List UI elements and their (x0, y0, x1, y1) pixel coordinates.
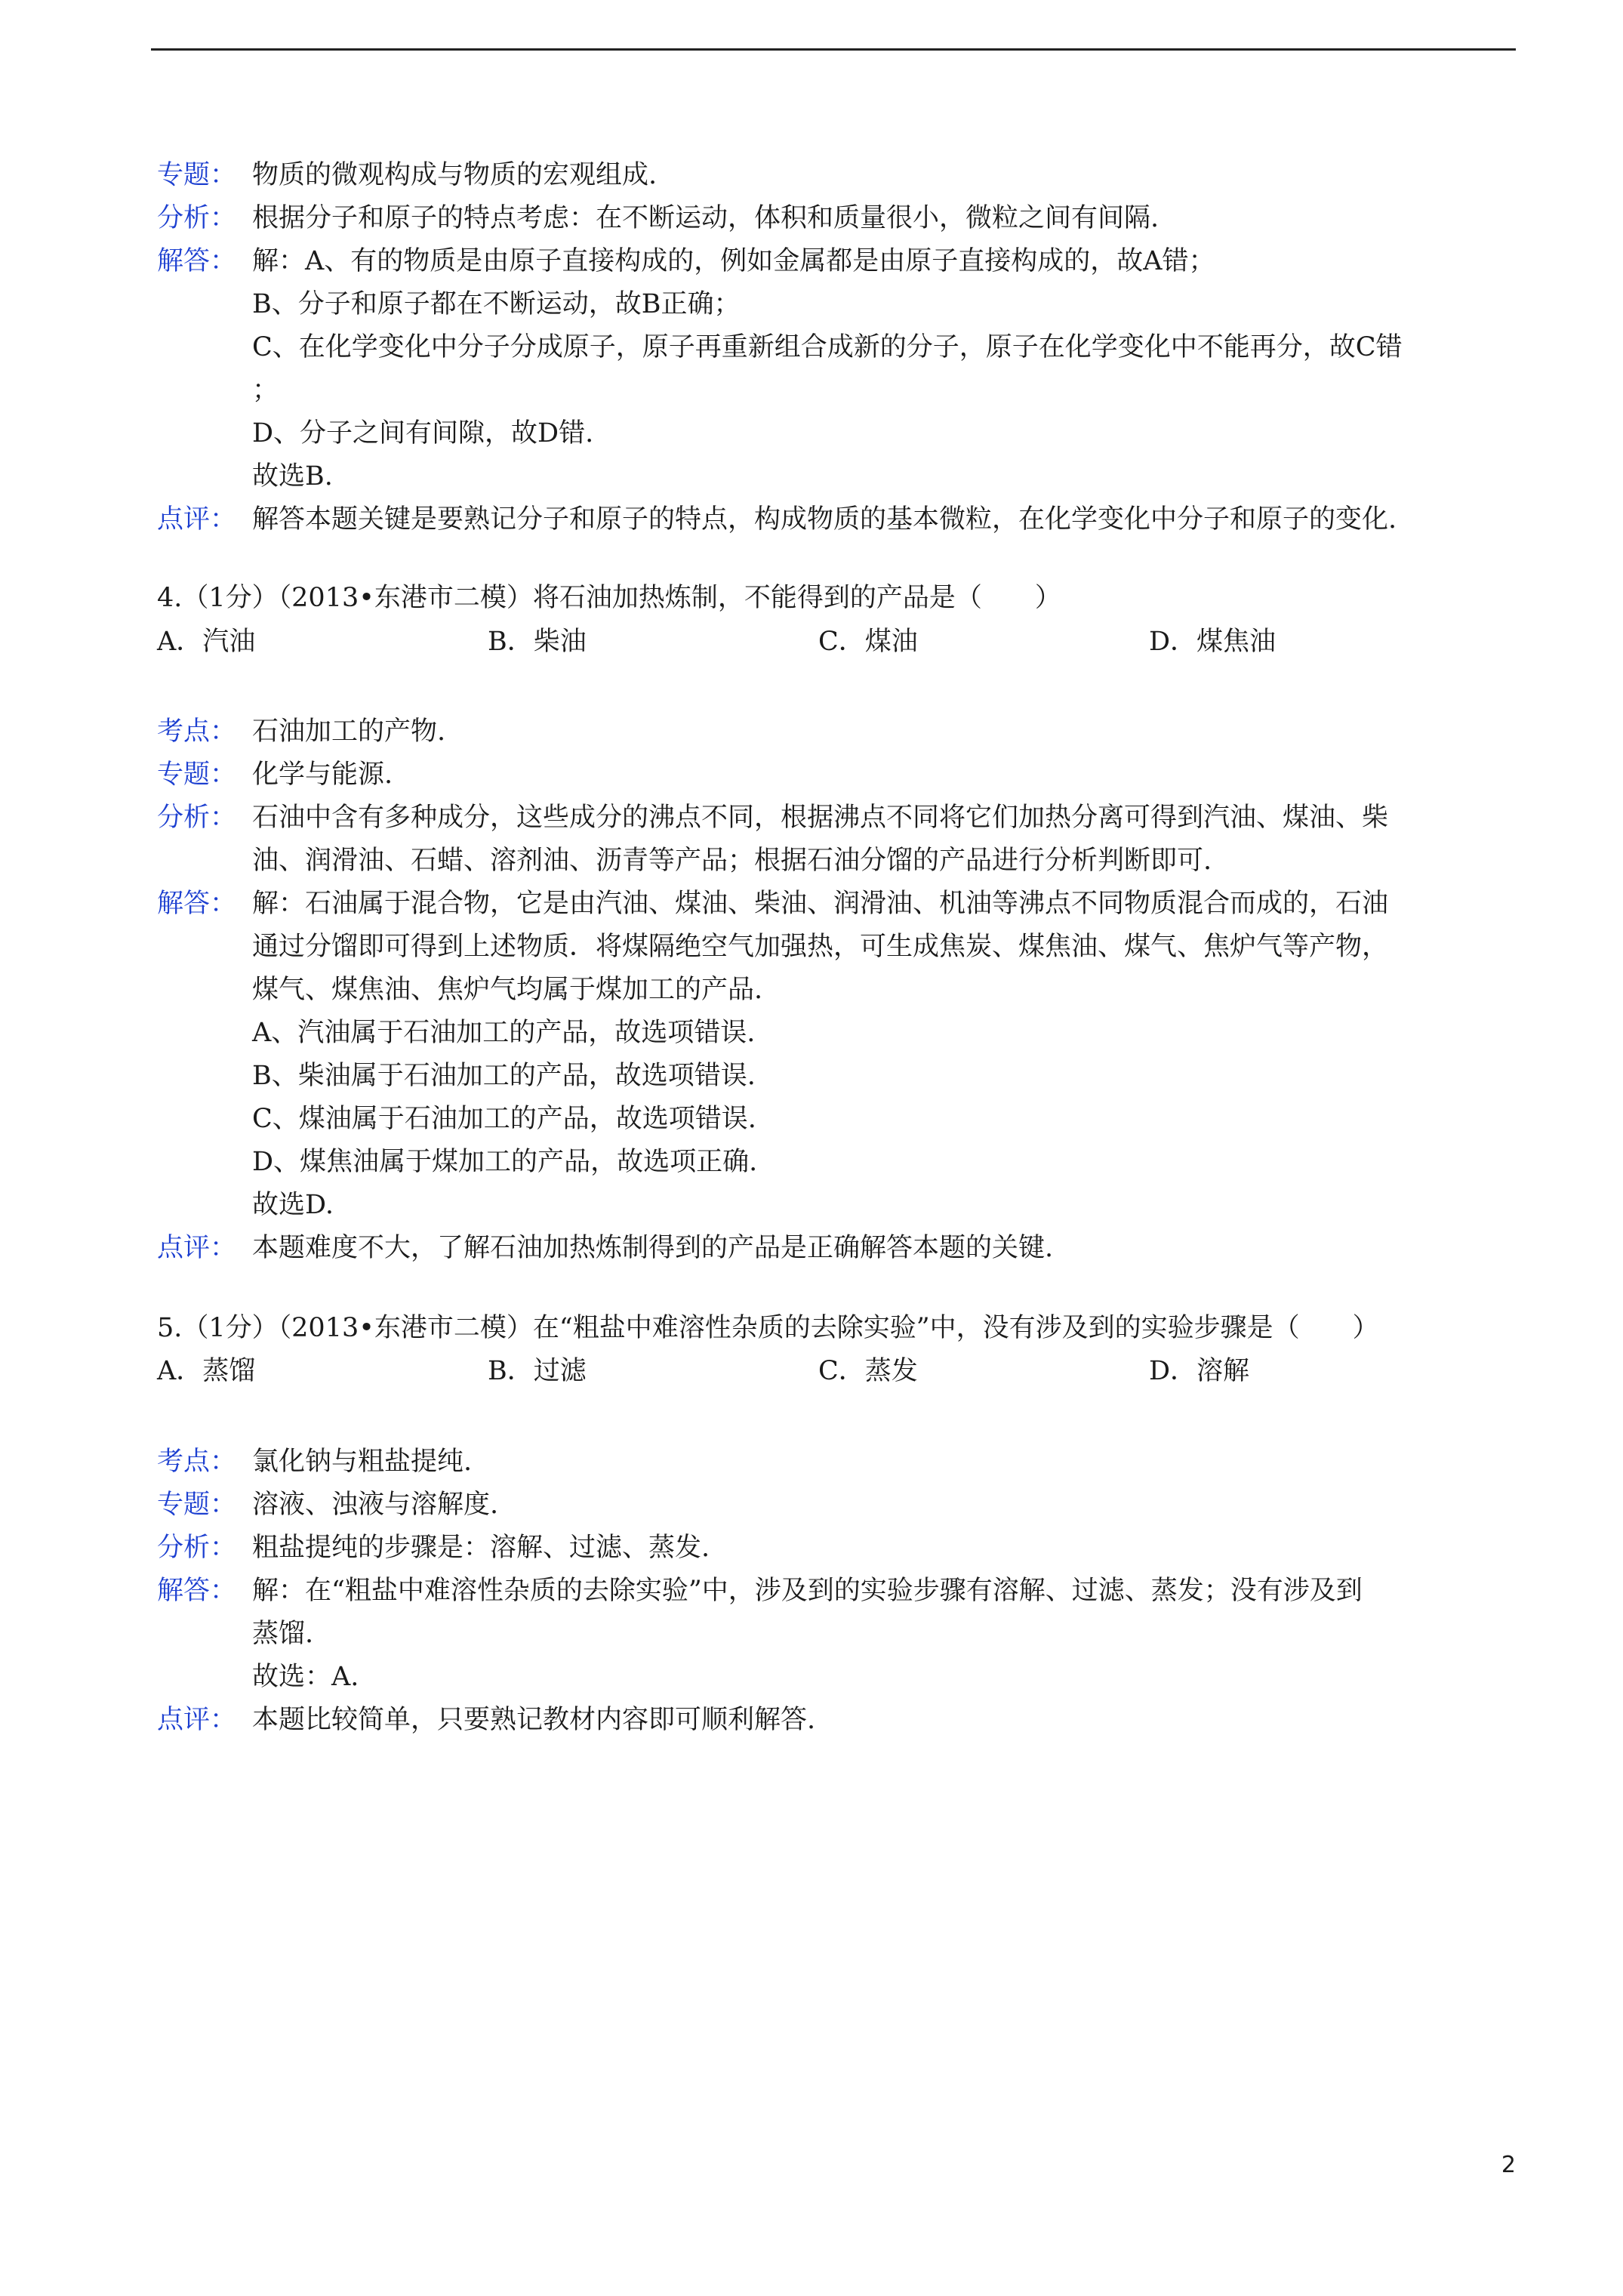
q5-comment-label: 点评： (157, 1705, 237, 1735)
q4-comment-label: 点评： (157, 1233, 237, 1263)
q4-answer-line: 通过分馏即可得到上述物质．将煤隔绝空气加强热，可生成焦炭、煤焦油、煤气、焦炉气等产物， (252, 932, 1389, 962)
q4-option-d: D．煤焦油 (1149, 627, 1277, 657)
q5-point-label: 考点： (157, 1447, 237, 1477)
q4-option-a: A．汽油 (157, 627, 256, 657)
q4-answer-line: 解：石油属于混合物，它是由汽油、煤油、柴油、润滑油、机油等沸点不同物质混合而成的，石油 (252, 889, 1389, 919)
q5-analysis-label: 分析： (157, 1533, 237, 1563)
q4-analysis-line: 石油中含有多种成分，这些成分的沸点不同，根据沸点不同将它们加热分离可得到汽油、煤油、柴 (252, 803, 1389, 833)
q4-answer-line: B、柴油属于石油加工的产品，故选项错误. (252, 1061, 756, 1091)
q3-comment: 解答本题关键是要熟记分子和原子的特点，构成物质的基本微粒，在化学变化中分子和原子的变化. (252, 504, 1397, 535)
q5-answer-label: 解答： (157, 1576, 237, 1606)
q3-answer-line: 解：A、有的物质是由原子直接构成的，例如金属都是由原子直接构成的，故A错； (252, 246, 1215, 276)
page-number: 2 (1501, 2152, 1516, 2178)
q3-analysis-label: 分析： (157, 203, 237, 233)
q3-answer-line: C、在化学变化中分子分成原子，原子再重新组合成新的分子，原子在化学变化中不能再分，故C错 (252, 332, 1403, 362)
q4-option-b: B．柴油 (488, 627, 587, 657)
q5-option-a: A．蒸馏 (157, 1356, 256, 1386)
q3-analysis: 根据分子和原子的特点考虑：在不断运动，体积和质量很小，微粒之间有间隔. (252, 203, 1160, 233)
q4-answer-line: 煤气、煤焦油、焦炉气均属于煤加工的产品. (252, 975, 763, 1005)
q5-topic: 溶液、浊液与溶解度. (252, 1490, 499, 1520)
q4-answer-line: A、汽油属于石油加工的产品，故选项错误. (252, 1018, 756, 1048)
q5-answer-line: 故选：A. (252, 1662, 359, 1692)
q5-point: 氯化钠与粗盐提纯. (252, 1447, 473, 1477)
q4-point: 石油加工的产物. (252, 717, 446, 747)
q4-topic-label: 专题： (157, 760, 237, 790)
q4-answer-label: 解答： (157, 889, 237, 919)
q4-point-label: 考点： (157, 717, 237, 747)
q4-stem: 4.（1分）（2013•东港市二模）将石油加热炼制，不能得到的产品是（ ） (157, 583, 1061, 613)
q4-option-c: C．煤油 (818, 627, 918, 657)
q5-answer-line: 蒸馏. (252, 1619, 314, 1649)
q4-analysis-label: 分析： (157, 803, 237, 833)
q4-analysis-line: 油、润滑油、石蜡、溶剂油、沥青等产品；根据石油分馏的产品进行分析判断即可. (252, 846, 1212, 876)
q5-comment: 本题比较简单，只要熟记教材内容即可顺利解答. (252, 1705, 816, 1735)
q5-topic-label: 专题： (157, 1490, 237, 1520)
header-rule (151, 48, 1516, 51)
q3-answer-line: D、分子之间有间隙，故D错. (252, 418, 594, 448)
q3-answer-line: B、分子和原子都在不断运动，故B正确； (252, 289, 741, 319)
q3-comment-label: 点评： (157, 504, 237, 535)
q5-option-d: D．溶解 (1149, 1356, 1250, 1386)
q3-answer-line: ； (252, 375, 279, 405)
q5-stem: 5.（1分）（2013•东港市二模）在“粗盐中难溶性杂质的去除实验”中，没有涉及到的实验步骤是（ ） (157, 1313, 1379, 1343)
q4-topic: 化学与能源. (252, 760, 393, 790)
q3-topic: 物质的微观构成与物质的宏观组成. (252, 160, 658, 190)
q3-topic-label: 专题： (157, 160, 237, 190)
q3-answer-label: 解答： (157, 246, 237, 276)
q3-answer-line: 故选B. (252, 461, 333, 492)
q4-answer-line: D、煤焦油属于煤加工的产品，故选项正确. (252, 1147, 758, 1177)
q5-option-b: B．过滤 (488, 1356, 587, 1386)
q5-option-c: C．蒸发 (818, 1356, 918, 1386)
q4-answer-line: C、煤油属于石油加工的产品，故选项错误. (252, 1104, 756, 1134)
q5-answer-line: 解：在“粗盐中难溶性杂质的去除实验”中，涉及到的实验步骤有溶解、过滤、蒸发；没有涉及到 (252, 1576, 1363, 1606)
q4-answer-line: 故选D. (252, 1190, 334, 1220)
q4-comment: 本题难度不大，了解石油加热炼制得到的产品是正确解答本题的关键. (252, 1233, 1054, 1263)
q5-analysis: 粗盐提纯的步骤是：溶解、过滤、蒸发. (252, 1533, 710, 1563)
